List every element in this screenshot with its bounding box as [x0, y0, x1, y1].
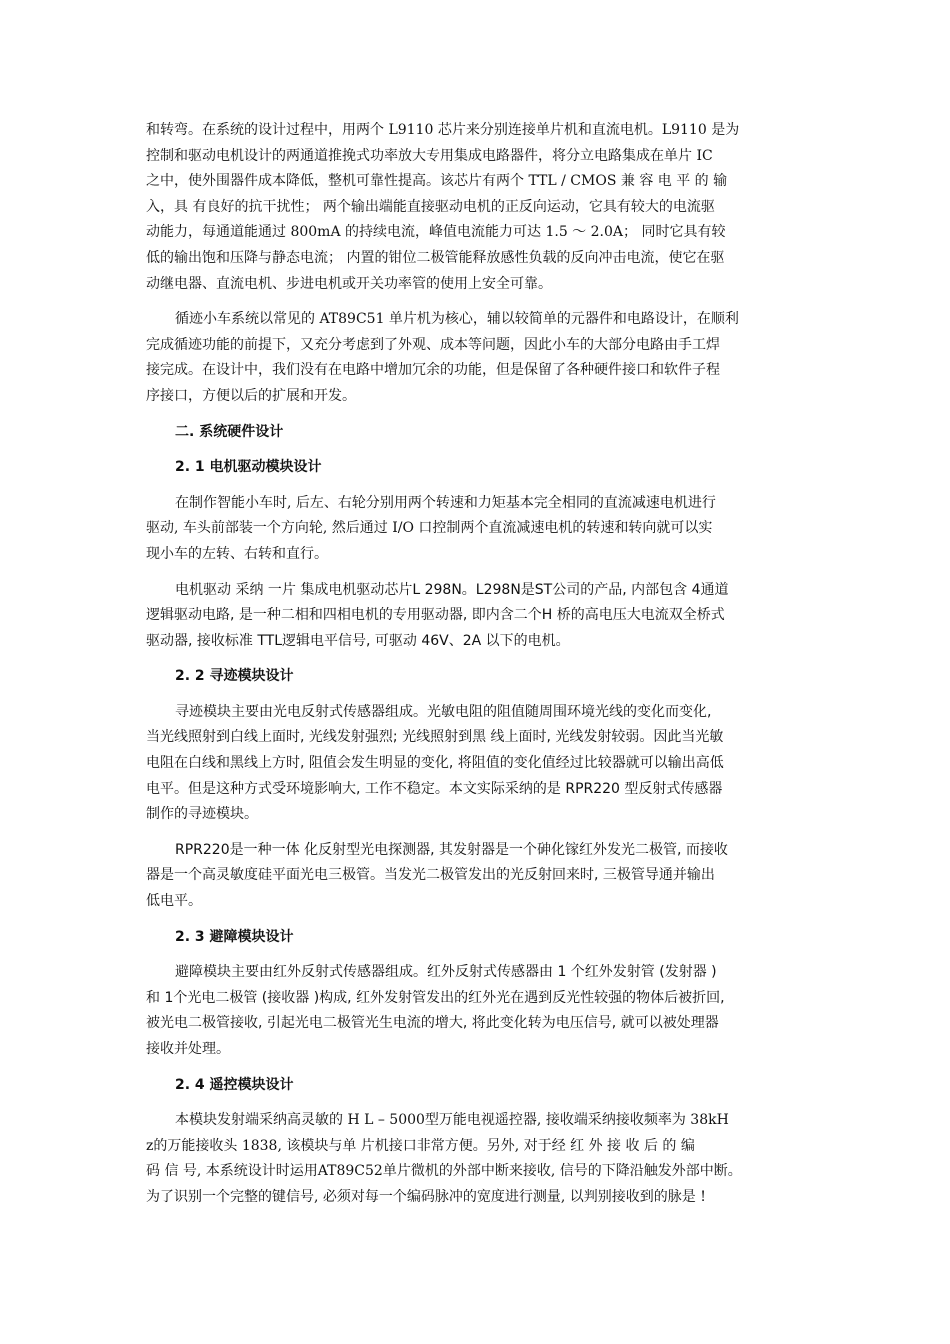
paragraph-system-overview — [146, 307, 816, 409]
text-line: 现小车的左转、右转和直行。 — [146, 545, 328, 562]
text-line: 序接口，方便以后的扩展和开发。 — [146, 387, 356, 404]
text-line: 器是一个高灵敏度硅平面光电三极管。当发光二极管发出的光反射回来时, 三极管导通并输出 — [146, 867, 715, 884]
text-line: 当光线照射到白线上面时, 光线发射强烈; 光线照射到黑 线上面时, 光线发射较弱。因此当光敏 — [146, 729, 724, 746]
text-line: 电平。但是这种方式受环境影响大, 工作不稳定。本文实际采纳的是 RPR220 型反射式传感器 — [146, 780, 723, 797]
heading-obstacle-avoidance: 2. 3 避障模块设计 — [175, 928, 294, 945]
heading-remote-control: 2. 4 遥控模块设计 — [175, 1076, 294, 1093]
document-page — [146, 118, 816, 1211]
text-line: 接收并处理。 — [146, 1041, 230, 1057]
heading-motor-driver: 2. 1 电机驱动模块设计 — [175, 459, 322, 476]
text-line: 入，具 有良好的抗干扰性； 两个输出端能直接驱动电机的正反向运动，它具有较大的电流驱 — [146, 198, 715, 215]
text-line: 为了识别一个完整的键信号, 必须对每一个编码脉冲的宽度进行测量, 以判别接收到的脉是 ! — [146, 1188, 706, 1205]
text-line: 动继电器、直流电机、步进电机或开关功率管的使用上安全可靠。 — [146, 275, 552, 292]
text-line: 避障模块主要由红外反射式传感器组成。红外反射式传感器由 1 个红外发射管 (发射器 ) — [175, 964, 717, 981]
text-line: 接完成。在设计中，我们没有在电路中增加冗余的功能，但是保留了各种硬件接口和软件子程 — [146, 362, 720, 379]
section-heading-hardware: 二. 系统硬件设计 — [175, 423, 284, 440]
text-line: 驱动器, 接收标准 TTL逻辑电平信号, 可驱动 46V、2A 以下的电机。 — [146, 632, 570, 649]
text-line: 和转弯。在系统的设计过程中，用两个 L9110 芯片来分别连接单片机和直流电机。L9110 是为 — [146, 122, 740, 138]
paragraph-l298n — [146, 578, 816, 655]
paragraph-motor-design — [146, 491, 816, 568]
text-line: 电机驱动 采纳 一片 集成电机驱动芯片L 298N。L298N是ST公司的产品, 内部包含 4通道 — [175, 581, 729, 598]
text-line: 制作的寻迹模块。 — [146, 806, 258, 823]
paragraph-tracking-sensor — [146, 700, 816, 828]
text-line: 逻辑驱动电路, 是一种二相和四相电机的专用驱动器, 即内含二个H 桥的高电压大电流双全桥式 — [146, 607, 725, 624]
text-line: 之中，使外围器件成本降低，整机可靠性提高。该芯片有两个 TTL / CMOS 兼 容 电 平 的 输 — [146, 173, 728, 190]
text-line: 和 1个光电二极管 (接收器 )构成, 红外发射管发出的红外光在遇到反光性较强的物体后被折回, — [146, 989, 725, 1006]
heading-line-tracking: 2. 2 寻迹模块设计 — [175, 668, 294, 685]
text-line: 循迹小车系统以常见的 AT89C51 单片机为核心，辅以较简单的元器件和电路设计，在顺利 — [175, 311, 739, 328]
text-line: 控制和驱动电机设计的两通道推挽式功率放大专用集成电路器件，将分立电路集成在单片 IC — [146, 147, 713, 164]
text-line: 寻迹模块主要由光电反射式传感器组成。光敏电阻的阻值随周围环境光线的变化而变化, — [175, 703, 712, 720]
text-line: 低电平。 — [146, 893, 202, 910]
text-line: 在制作智能小车时, 后左、右轮分别用两个转速和力矩基本完全相同的直流减速电机进行 — [175, 494, 716, 511]
text-line: z的万能接收头 1838, 该模块与单 片机接口非常方便。另外, 对于经 红 外 接 收 后 的 编 — [146, 1137, 695, 1154]
paragraph-remote-module — [146, 1108, 816, 1210]
text-line: 驱动, 车头前部装一个方向轮, 然后通过 I/O 口控制两个直流减速电机的转速和转向就可以实 — [146, 520, 713, 537]
text-line: RPR220是一种一体 化反射型光电探测器, 其发射器是一个砷化镓红外发光二极管, 而接收 — [175, 841, 728, 858]
paragraph-l9110 — [146, 118, 816, 297]
paragraph-obstacle-sensor — [146, 960, 816, 1062]
text-line: 低的输出饱和压降与静态电流； 内置的钳位二极管能释放感性负载的反向冲击电流，使它在驱 — [146, 249, 725, 266]
text-line: 被光电二极管接收, 引起光电二极管光生电流的增大, 将此变化转为电压信号, 就可以被处理器 — [146, 1015, 719, 1032]
text-line: 电阻在白线和黑线上方时, 阻值会发生明显的变化, 将阻值的变化值经过比较器就可以输出高低 — [146, 755, 724, 772]
text-line: 完成循迹功能的前提下，又充分考虑到了外观、成本等问题，因此小车的大部分电路由手工焊 — [146, 336, 720, 353]
text-line: 本模块发射端采纳高灵敏的 H L – 5000型万能电视遥控器, 接收端采纳接收频率为 38kH — [175, 1112, 729, 1129]
paragraph-rpr220 — [146, 838, 816, 915]
text-line: 动能力，每通道能通过 800mA 的持续电流，峰值电流能力可达 1.5 ～ 2.0A； 同时它具有较 — [146, 224, 726, 241]
text-line: 码 信 号, 本系统设计时运用AT89C52单片微机的外部中断来接收, 信号的下降沿触发外部中断。 — [146, 1163, 742, 1180]
